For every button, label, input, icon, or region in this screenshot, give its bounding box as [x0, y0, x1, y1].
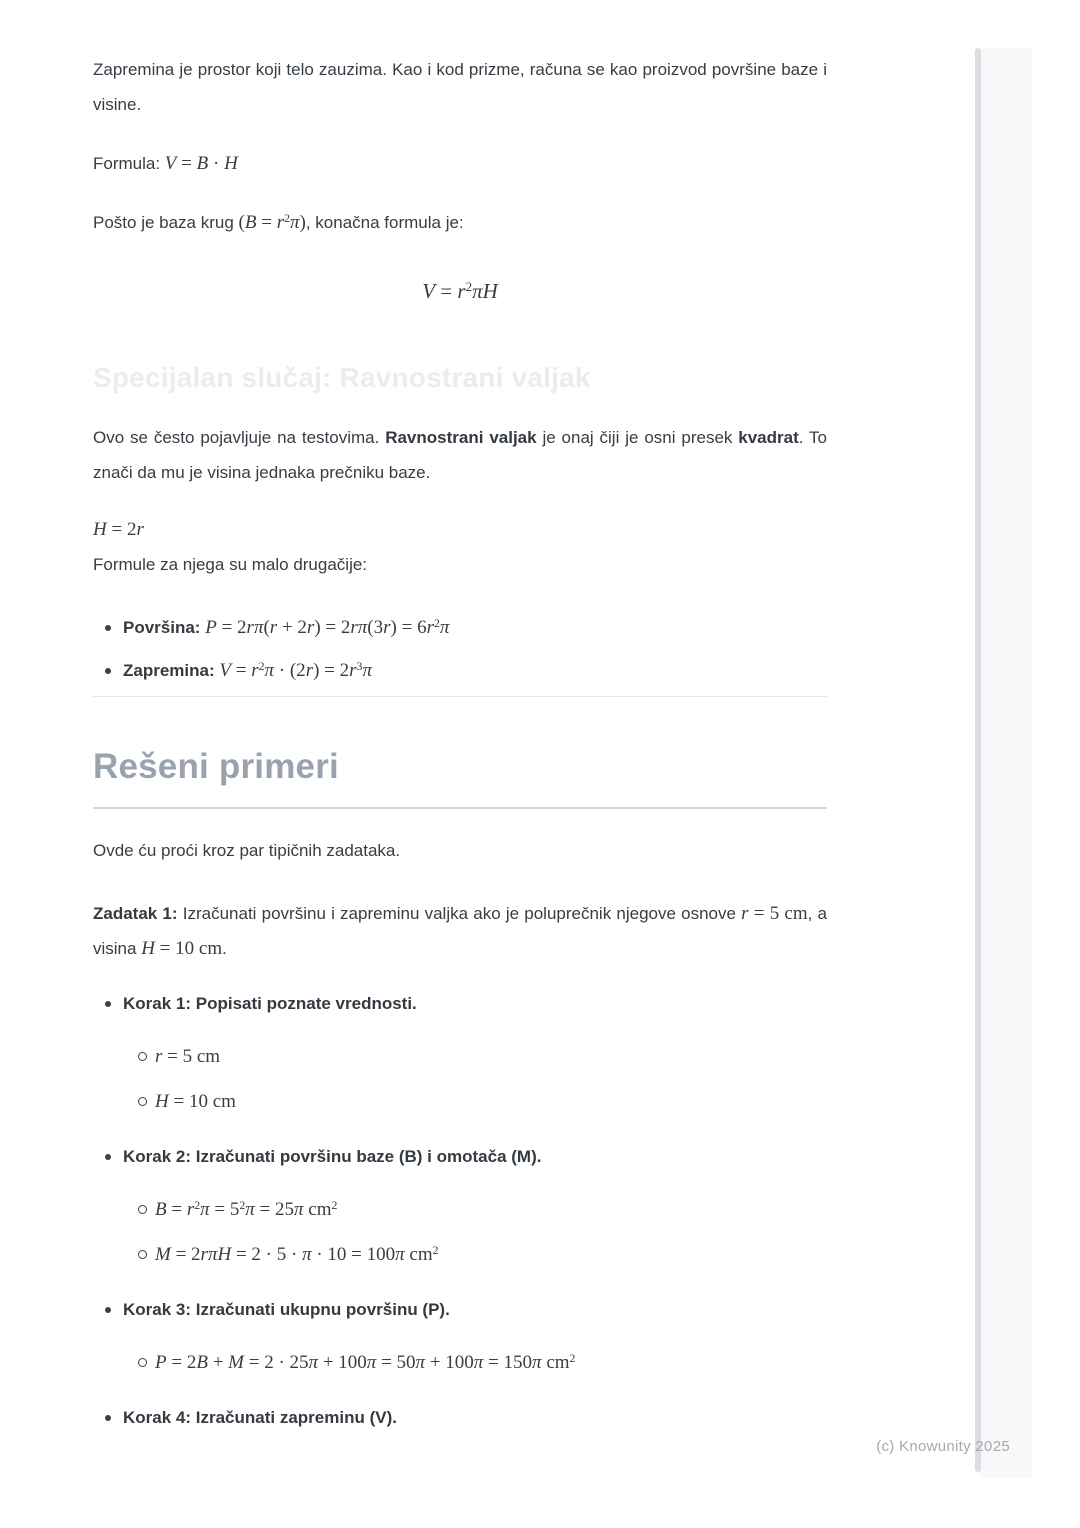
scrollbar-thumb[interactable] [975, 48, 981, 1472]
formula-item-surface: Površina: $P = 2r\pi(r + 2r) = 2r\pi(3r) = 6r^2\pi$ [105, 610, 827, 645]
substep-math: r = 5 cm [155, 1046, 221, 1067]
step-1-substeps [123, 1039, 827, 1119]
substep-math: $B = r^2\pi = 5^2\pi = 25\pi$ $cm^2$ [155, 1198, 338, 1220]
step-3-title: Korak 3: Izračunati ukupnu površinu (P). [123, 1300, 450, 1319]
substep-math: P = 2B + M = 2 · 25π + 100π = 50π + 100π = 150π $cm^2$ [155, 1351, 576, 1373]
examples-intro: Ovde ću proći kroz par tipičnih zadataka. [93, 841, 401, 860]
step-item-1 [105, 986, 827, 1119]
step-3-substeps [123, 1345, 827, 1380]
special-case-paragraph: Ovo se često pojavljuje na testovima. Ravnostrani valjak je onaj čiji je osni presek kvadrat. To znači da mu je visina jednaka prečniku baze. [93, 428, 827, 482]
step-2-title: Korak 2: Izračunati površinu baze (B) i omotača (M). [123, 1147, 542, 1166]
steps-list [93, 986, 827, 1435]
substep-item [138, 1039, 827, 1074]
step-item-3 [105, 1292, 827, 1380]
volume-display-formula: $V = r^2\pi H$ [422, 278, 498, 303]
substep-item [138, 1192, 827, 1227]
substep-item [138, 1084, 827, 1119]
base-formula-paragraph: Pošto je baza krug $(B = r^2\pi)$, konačna formula je: [93, 211, 464, 233]
formula-item-volume: Zapremina: $V = r^2\pi \cdot (2r) = 2r^3\pi$ [105, 653, 827, 688]
volume-paragraph: Zapremina je prostor koji telo zauzima. Kao i kod prizme, računa se kao proizvod površine baze i visine. [93, 60, 827, 114]
section-divider [93, 696, 827, 697]
special-case-heading: Specijalan slučaj: Ravnostrani valjak [93, 362, 591, 393]
substep-math: H = 10 cm [155, 1091, 236, 1112]
examples-heading: Rešeni primeri [93, 747, 827, 809]
substep-item [138, 1237, 827, 1272]
step-item-4 [105, 1400, 827, 1435]
step-item-2 [105, 1139, 827, 1272]
substep-math: M = 2rπH = 2 · 5 · π · 10 = 100π $cm^2$ [155, 1243, 439, 1265]
formula-list [93, 610, 827, 688]
formula-paragraph: Formula: V = B · H [93, 153, 238, 174]
scrollbar-track[interactable] [978, 48, 1032, 1478]
formulas-intro: Formule za njega su malo drugačije: [93, 555, 368, 574]
content-column [93, 0, 827, 1455]
step-4-title: Korak 4: Izračunati zapreminu (V). [123, 1408, 397, 1427]
substep-item [138, 1345, 827, 1380]
task-1-paragraph: Zadatak 1: Izračunati površinu i zapreminu valjka ako je poluprečnik njegove osnove r = 5 cm, a visina H = 10 cm. [93, 903, 828, 959]
height-relation-math: H = 2r [93, 519, 144, 540]
step-1-title: Korak 1: Popisati poznate vrednosti. [123, 994, 417, 1013]
copyright-text: (c) Knowunity 2025 [876, 1438, 1010, 1455]
step-2-substeps [123, 1192, 827, 1272]
height-relation [93, 512, 827, 547]
